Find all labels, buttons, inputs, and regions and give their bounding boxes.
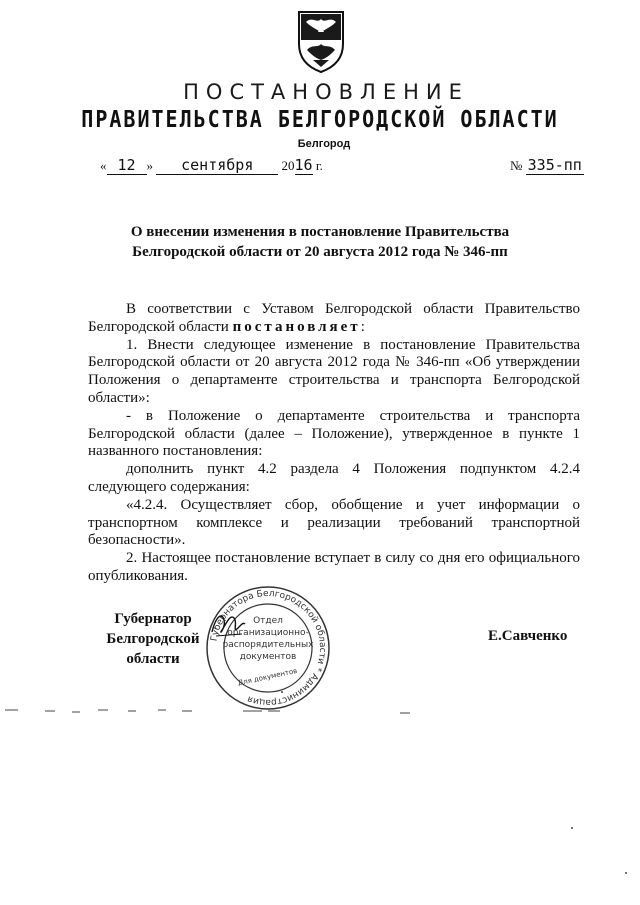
- paragraph-item-1: 1. Внести следующее изменение в постановление Правительства Белгородской области от 20 августа 2012 года № 346-пп «Об утверждении Положения о департаменте строительства и транспорта Белгородской области»:: [88, 336, 580, 406]
- date-open-quote: «: [100, 158, 107, 173]
- paragraph-addition: дополнить пункт 4.2 раздела 4 Положения подпунктом 4.2.4 следующего содержания:: [88, 461, 580, 495]
- coat-of-arms-icon: [296, 10, 346, 74]
- date-month: сентября: [156, 156, 278, 175]
- paragraph-item-2: 2. Настоящее постановление вступает в силу со дня его официального опубликования.: [88, 550, 580, 584]
- subject-line-2: Белгородской области от 20 августа 2012 года № 346-пп: [132, 244, 508, 260]
- number-value: 335-пп: [527, 156, 582, 174]
- date-close-quote: »: [146, 158, 153, 173]
- stamp-inner-line-1: Отдел: [253, 616, 283, 626]
- stamp-inner-line-2: организационно-: [227, 628, 309, 638]
- document-subject: [0, 222, 640, 262]
- scan-artifacts: [0, 690, 640, 905]
- document-type-title: ПОСТАНОВЛЕНИЕ: [183, 80, 469, 104]
- stamp-inner-line-4: документов: [239, 652, 297, 662]
- number-prefix: №: [510, 158, 523, 173]
- signatory-name: Е.Савченко: [488, 628, 568, 644]
- document-number: [510, 156, 584, 174]
- position-line-2: Белгородской области: [106, 631, 200, 667]
- document-body: [88, 301, 580, 586]
- preamble-text: В соответствии с Уставом Белгородской области Правительство Белгородской области: [88, 301, 580, 335]
- preamble-colon: :: [360, 318, 365, 335]
- subject-line-1: О внесении изменения в постановление Правительства: [130, 224, 510, 240]
- date-year-prefix: 20: [281, 158, 295, 173]
- paragraph-preamble: [88, 301, 580, 337]
- date-day: 12: [107, 156, 147, 175]
- position-line-1: Губернатор: [114, 611, 192, 627]
- city-name: Белгород: [297, 138, 351, 150]
- date-year-abbr: г.: [315, 158, 323, 173]
- handwritten-signature: [208, 606, 248, 644]
- stamp-inner-line-3: распорядительных: [222, 640, 314, 650]
- stamp-outer-text: Губернатора Белгородской области * Администрация: [209, 588, 328, 708]
- paragraph-amendment: - в Положение о департаменте строительства и транспорта Белгородской области (далее – Положение), утвержденное в пункте 1 названного постановления:: [88, 407, 580, 460]
- signatory-position: [83, 609, 223, 669]
- stamp-bottom-text: Для документов: [237, 666, 299, 688]
- date-year-suffix: 16: [294, 156, 313, 174]
- document-date: [100, 156, 323, 175]
- issuing-authority-title: ПРАВИТЕЛЬСТВА БЕЛГОРОДСКОЙ ОБЛАСТИ: [81, 105, 559, 133]
- paragraph-subitem-4-2-4: «4.2.4. Осуществляет сбор, обобщение и учет информации о транспортном комплексе и реализации требований транспортной безопасности».: [88, 496, 580, 549]
- resolves-word: постановляет: [232, 318, 361, 335]
